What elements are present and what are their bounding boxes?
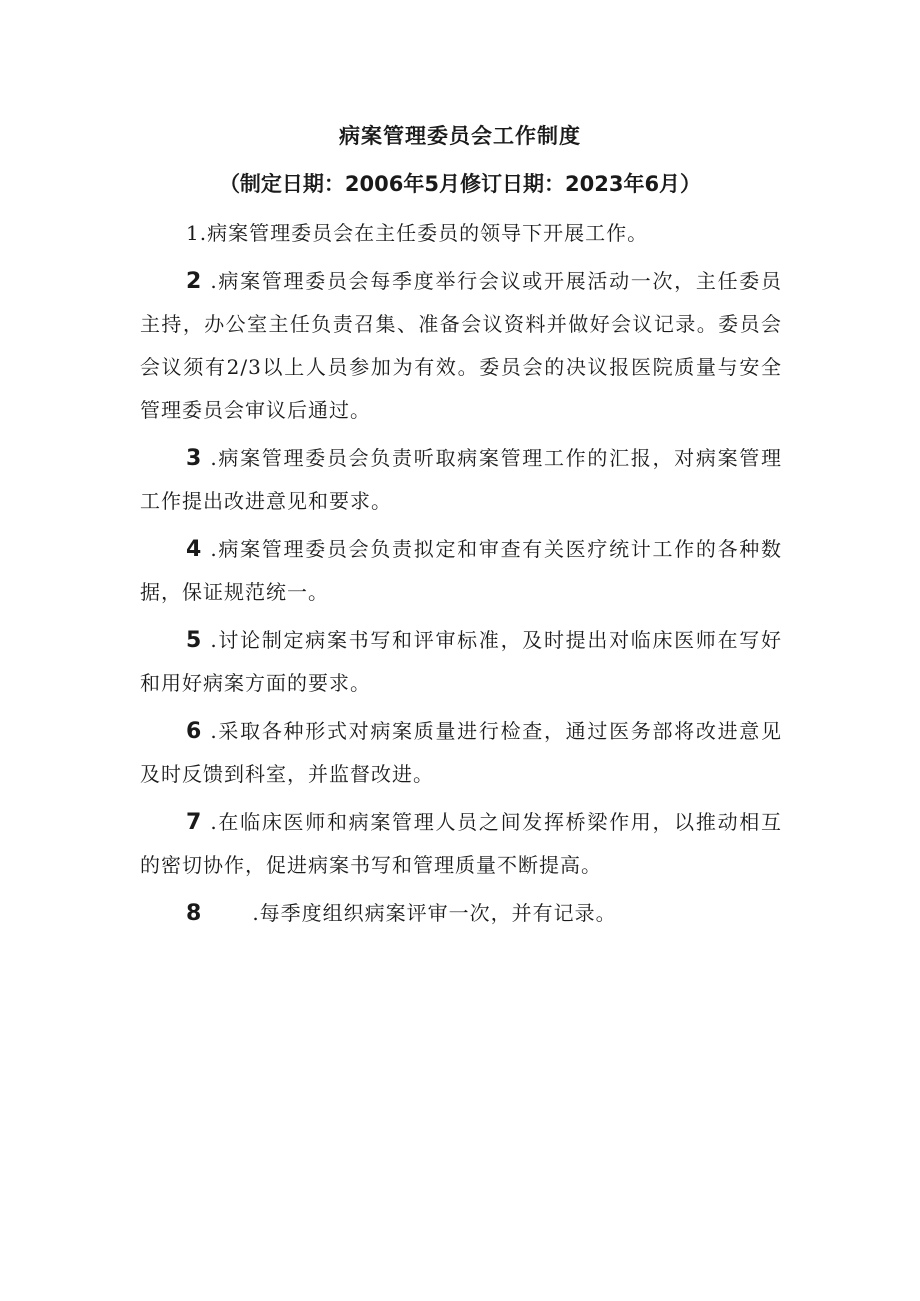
clause-number: 6 bbox=[186, 719, 203, 744]
clause-text: .讨论制定病案书写和评审标准，及时提出对临床医师在写好和用好病案方面的要求。 bbox=[140, 628, 782, 695]
clause-number: 3 bbox=[186, 446, 203, 471]
clause-text: .采取各种形式对病案质量进行检查，通过医务部将改进意见及时反馈到科室，并监督改进。 bbox=[140, 719, 782, 786]
clause-5 bbox=[140, 619, 782, 705]
clause-number: 1. bbox=[186, 221, 208, 245]
document-subtitle: （制定日期：2006年5月修订日期：2023年6月） bbox=[218, 172, 702, 196]
clause-number: 7 bbox=[186, 810, 203, 835]
clause-text: .病案管理委员会每季度举行会议或开展活动一次，主任委员主持，办公室主任负责召集、准备会议资料并做好会议记录。委员会会议须有2/3以上人员参加为有效。委员会的决议报医院质量与安全管理委员会审议后通过。 bbox=[140, 269, 782, 422]
clause-2 bbox=[140, 260, 782, 432]
clause-text: 病案管理委员会在主任委员的领导下开展工作。 bbox=[207, 221, 649, 245]
clause-8 bbox=[140, 892, 782, 935]
clause-text: .在临床医师和病案管理人员之间发挥桥梁作用，以推动相互的密切协作，促进病案书写和管理质量不断提高。 bbox=[140, 810, 782, 877]
clause-6 bbox=[140, 710, 782, 796]
document-body bbox=[140, 212, 782, 940]
clause-number: 2 bbox=[186, 269, 203, 294]
clause-4 bbox=[140, 528, 782, 614]
clause-text: .病案管理委员会负责听取病案管理工作的汇报，对病案管理工作提出改进意见和要求。 bbox=[140, 446, 782, 513]
clause-text: .每季度组织病案评审一次，并有记录。 bbox=[252, 901, 617, 925]
clause-number: 5 bbox=[186, 628, 203, 653]
clause-1 bbox=[140, 212, 782, 255]
document-title: 病案管理委员会工作制度 bbox=[339, 123, 581, 148]
clause-number: 8 bbox=[186, 901, 203, 926]
clause-7 bbox=[140, 801, 782, 887]
clause-number: 4 bbox=[186, 537, 203, 562]
clause-3 bbox=[140, 437, 782, 523]
clause-text: .病案管理委员会负责拟定和审查有关医疗统计工作的各种数据，保证规范统一。 bbox=[140, 537, 782, 604]
